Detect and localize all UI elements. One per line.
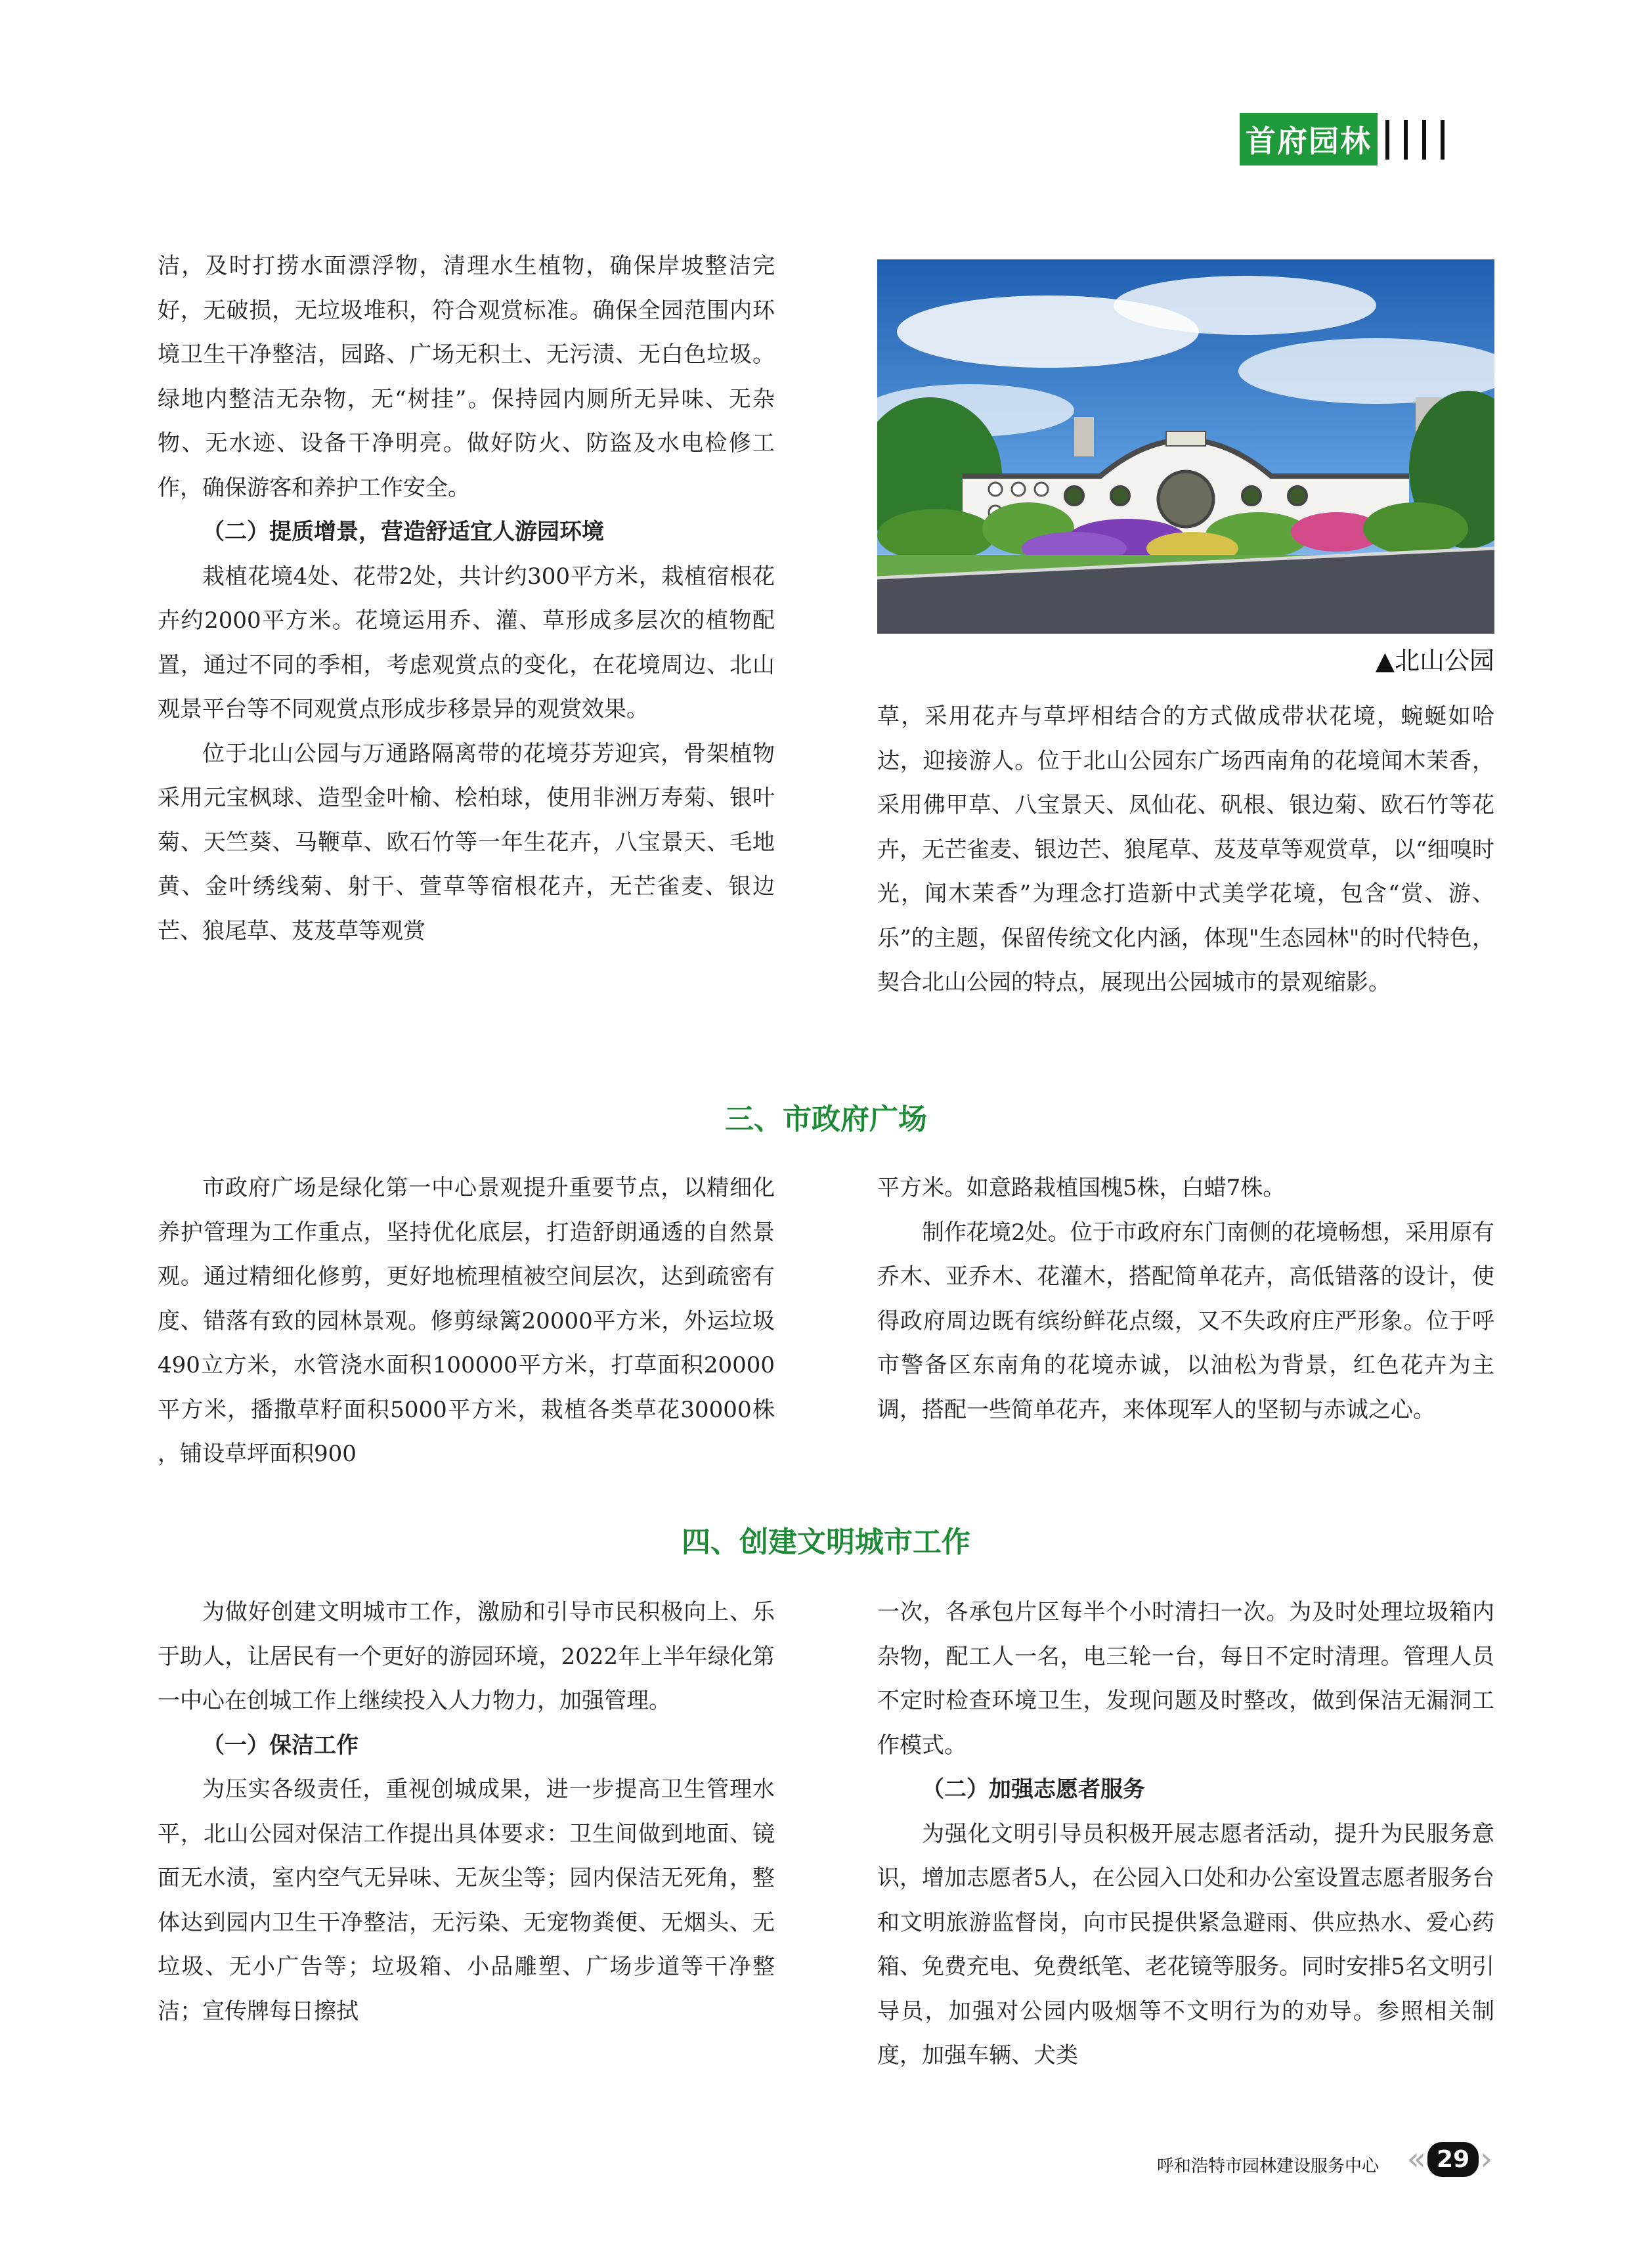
page-number: 29 [1427,2142,1479,2177]
section2-right-column [877,695,1494,1005]
section4-right-column [877,1590,1494,2078]
mongolian-glyph [1385,120,1397,160]
publisher-name: 呼和浩特市园林建设服务中心 [1156,2157,1379,2176]
section4-title: 四、创建文明城市工作 [682,1525,970,1559]
body-paragraph: 为压实各级责任，重视创城成果，进一步提高卫生管理水平，北山公园对保洁工作提出具体要求：卫生间做到地面、镜面无水渍，室内空气无异味、无灰尘等；园内保洁无死角，整体达到园内卫生干净整洁，无污染、无宠物粪便、无烟头、无垃圾、无小广告等；垃圾箱、小品雕塑、广场步道等干净整洁；宣传牌每日擦拭 [158,1776,775,2025]
photo-caption: ▲北山公园 [1375,646,1494,675]
chevron-left-icon: « [1406,2141,1427,2178]
section4-left-column [158,1590,775,2034]
body-paragraph: 草，采用花卉与草坪相结合的方式做成带状花境，蜿蜒如哈达，迎接游人。位于北山公园东广场西南角的花境闻木茉香，采用佛甲草、八宝景天、凤仙花、矾根、银边菊、欧石竹等花卉，无芒雀麦、银边芒、狼尾草、芨芨草等观赏草，以“细嗅时光，闻木茉香”为理念打造新中式美学花境，包含“赏、游、乐”的主题，保留传统文化内涵，体现"生态园林"的时代特色，契合北山公园的特点，展现出公园城市的景观缩影。 [877,703,1494,996]
magazine-brand-badge: 首府园林 [1240,113,1378,165]
body-paragraph: 平方米。如意路栽植国槐5株，白蜡7株。 [877,1175,1286,1201]
body-paragraph: 制作花境2处。位于市政府东门南侧的花境畅想，采用原有乔木、亚乔木、花灌木，搭配简单花卉，高低错落的设计，使得政府周边既有缤纷鲜花点缀，又不失政府庄严形象。位于呼市警备区东南角的花境赤诚，以油松为背景，红色花卉为主调，搭配一些简单花卉，来体现军人的坚韧与赤诚之心。 [877,1219,1494,1423]
mongolian-glyph [1404,120,1416,160]
subsection-heading: （二）加强志愿者服务 [922,1776,1145,1803]
body-paragraph: 一次，各承包片区每半个小时清扫一次。为及时处理垃圾箱内杂物，配工人一名，电三轮一台，每日不定时清理。管理人员不定时检查环境卫生，发现问题及时整改，做到保洁无漏洞工作模式。 [877,1599,1494,1759]
beishan-park-photo [877,259,1494,634]
mongolian-script-logo [1385,112,1484,168]
section3-right-column [877,1166,1494,1432]
body-paragraph: 栽植花境4处、花带2处，共计约300平方米，栽植宿根花卉约2000平方米。花境运用乔、灌、草形成多层次的植物配置，通过不同的季相，考虑观赏点的变化，在花境周边、北山观景平台等不同观赏点形成步移景异的观赏效果。 [158,563,775,722]
chevron-right-icon: › [1480,2141,1493,2178]
subsection-heading: （一）保洁工作 [202,1732,359,1759]
body-paragraph: 位于北山公园与万通路隔离带的花境芬芳迎宾，骨架植物采用元宝枫球、造型金叶榆、桧柏球，使用非洲万寿菊、银叶菊、天竺葵、马鞭草、欧石竹等一年生花卉，八宝景天、毛地黄、金叶绣线菊、射干、萱草等宿根花卉，无芒雀麦、银边芒、狼尾草、芨芨草等观赏 [158,740,775,944]
body-paragraph: 市政府广场是绿化第一中心景观提升重要节点，以精细化养护管理为工作重点，坚持优化底层，打造舒朗通透的自然景观。通过精细化修剪，更好地梳理植被空间层次，达到疏密有度、错落有致的园林景观。修剪绿篱20000平方米，外运垃圾490立方米，水管浇水面积100000平方米，打草面积20000平方米，播撒草籽面积5000平方米，栽植各类草花30000株 ，铺设草坪面积900 [158,1175,775,1467]
body-paragraph: 为强化文明引导员积极开展志愿者活动，提升为民服务意识，增加志愿者5人，在公园入口处和办公室设置志愿者服务台和文明旅游监督岗，向市民提供紧急避雨、供应热水、爱心药箱、免费充电、免费纸笔、老花镜等服务。同时安排5名文明引导员，加强对公园内吸烟等不文明行为的劝导。参照相关制度，加强车辆、犬类 [877,1820,1494,2069]
section2-left-column [158,244,775,953]
section3-left-column [158,1166,775,1477]
body-paragraph: 洁，及时打捞水面漂浮物，清理水生植物，确保岸坡整洁完好，无破损，无垃圾堆积，符合观赏标准。确保全园范围内环境卫生干净整洁，园路、广场无积土、无污渍、无白色垃圾。绿地内整洁无杂物，无“树挂”。保持园内厕所无异味、无杂物、无水迹、设备干净明亮。做好防火、防盗及水电检修工作，确保游客和养护工作安全。 [158,253,775,501]
page-number-badge [1404,2138,1496,2180]
body-paragraph: 为做好创建文明城市工作，激励和引导市民积极向上、乐于助人，让居民有一个更好的游园环境，2022年上半年绿化第一中心在创城工作上继续投入人力物力，加强管理。 [158,1599,775,1714]
park-gate-illustration [877,259,1494,634]
section3-title: 三、市政府广场 [725,1103,927,1136]
subsection-heading: （二）提质增景，营造舒适宜人游园环境 [202,519,604,545]
mongolian-glyph [1441,120,1452,160]
mongolian-glyph [1422,120,1434,160]
